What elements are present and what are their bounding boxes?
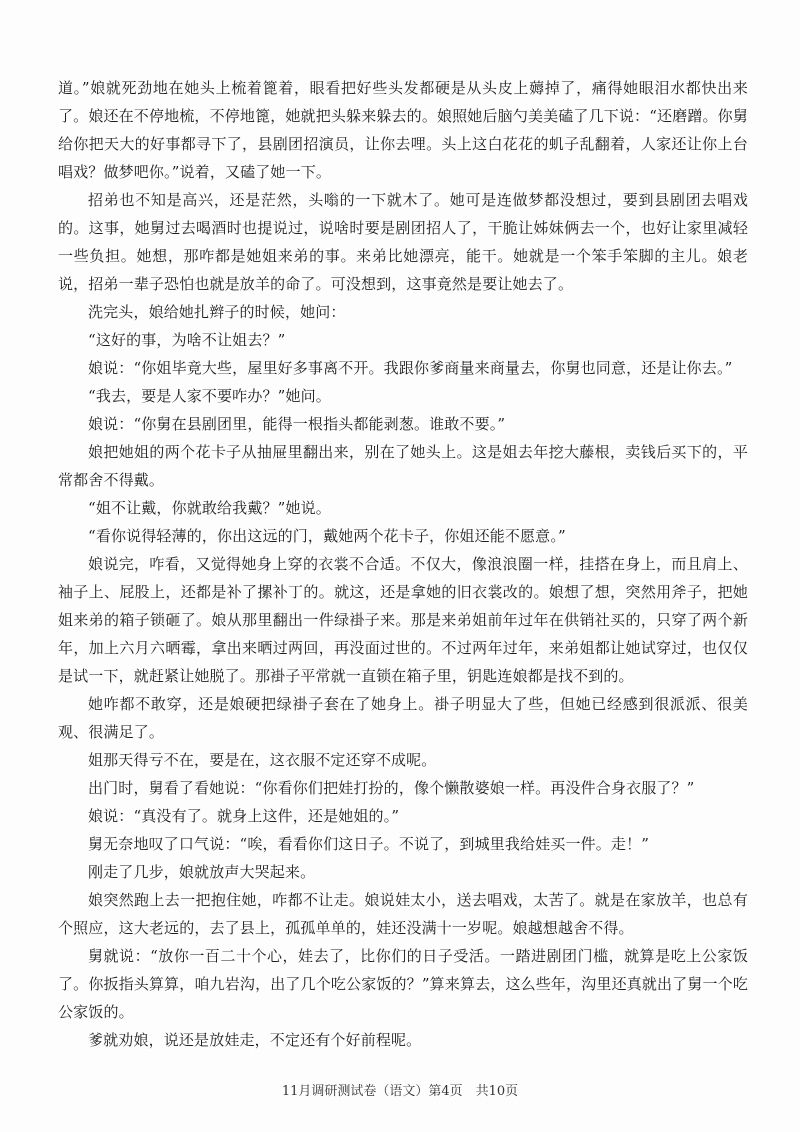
paragraph: 招弟也不知是高兴，还是茫然，头嗡的一下就木了。她可是连做梦都没想过，要到县剧团去唱戏的。这事，她舅过去喝酒时也提说过，说啥时要是剧团招人了，干脆让姊妹俩去一个，也好让家里减轻一些负担。她想，那咋都是她姐来弟的事。来弟比她漂亮，能干。她就是一个笨手笨脚的主儿。娘老说，招弟一辈子恐怕也就是放羊的命了。可没想到，这事竟然是要让她去了。 [58,191,748,293]
paragraph: 娘突然跑上去一把抱住她，咋都不让走。娘说娃太小，送去唱戏，太苦了。就是在家放羊，也总有个照应，这大老远的，去了县上，孤孤单单的，娃还没满十一岁呢。娘越想越舍不得。 [58,891,748,937]
paragraph: 她咋都不敢穿，还是娘硬把绿褂子套在了她身上。褂子明显大了些，但她已经感到很派派、很美观、很满足了。 [58,695,748,741]
article-body [58,74,748,1054]
paragraph: 娘说：“真没有了。就身上这件，还是她姐的。” [88,807,400,825]
paragraph: 姐那天得亏不在，要是在，这衣服不定还穿不成呢。 [88,751,437,769]
paragraph: 刚走了几步，娘就放声大哭起来。 [88,863,316,881]
page-footer: 11月调研测试卷（语文）第4页 共10页 [281,1084,519,1099]
paragraph: 娘说：“你姐毕竟大些，屋里好多事离不开。我跟你爹商量来商量去，你舅也同意，还是让你去。” [88,359,733,377]
paragraph: “我去，要是人家不要咋办？”她问。 [88,387,331,405]
paragraph: 娘把她姐的两个花卡子从抽屉里翻出来，别在了她头上。这是姐去年挖大藤根，卖钱后买下的，平常都舍不得戴。 [58,443,748,489]
paragraph: “这好的事，为啥不让姐去？” [88,331,286,349]
paragraph: 出门时，舅看了看她说：“你看你们把娃打扮的，像个懒散婆娘一样。再没件合身衣服了？” [88,779,695,797]
paragraph: 爹就劝娘，说还是放娃走，不定还有个好前程呢。 [88,1031,422,1049]
paragraph: 娘说：“你舅在县剧团里，能得一根指头都能剥葱。谁敢不要。” [88,415,506,433]
paragraph: 道。”娘就死劲地在她头上梳着篦着，眼看把好些头发都硬是从头皮上薅掉了，痛得她眼泪水都快出来了。娘还在不停地梳，不停地篦，她就把头躲来躲去的。娘照她后脑勺美美磕了几下说：“还磨蹭。你舅给你把天大的好事都寻下了，县剧团招演员，让你去哩。头上这白花花的虮子乱翻着，人家还让你上台唱戏？做梦吧你。”说着，又磕了她一下。 [58,79,748,181]
paragraph: 舅就说：“放你一百二十个心，娃去了，比你们的日子受活。一踏进剧团门槛，就算是吃上公家饭了。你扳指头算算，咱九岩沟，出了几个吃公家饭的？”算来算去，这么些年，沟里还真就出了舅一个吃公家饭的。 [58,947,748,1021]
paragraph: 洗完头，娘给她扎辫子的时候，她问： [88,303,346,321]
paragraph: “看你说得轻薄的，你出这远的门，戴她两个花卡子，你姐还能不愿意。” [88,527,566,545]
paragraph: “姐不让戴，你就敢给我戴？”她说。 [88,499,331,517]
paragraph: 娘说完，咋看，又觉得她身上穿的衣裳不合适。不仅大，像浪浪圈一样，挂搭在身上，而且肩上、袖子上、屁股上，还都是补了摞补丁的。就这，还是拿她的旧衣裳改的。娘想了想，突然用斧子，把她姐来弟的箱子锁砸了。娘从那里翻出一件绿褂子来。那是来弟姐前年过年在供销社买的，只穿了两个新年，加上六月六晒霉，拿出来晒过两回，再没面过世的。不过两年过年，来弟姐都让她试穿过，也仅仅是试一下，就赶紧让她脱了。那褂子平常就一直锁在箱子里，钥匙连娘都是找不到的。 [58,555,748,685]
paragraph: 舅无奈地叹了口气说：“唉，看看你们这日子。不说了，到城里我给娃买一件。走！” [88,835,650,853]
